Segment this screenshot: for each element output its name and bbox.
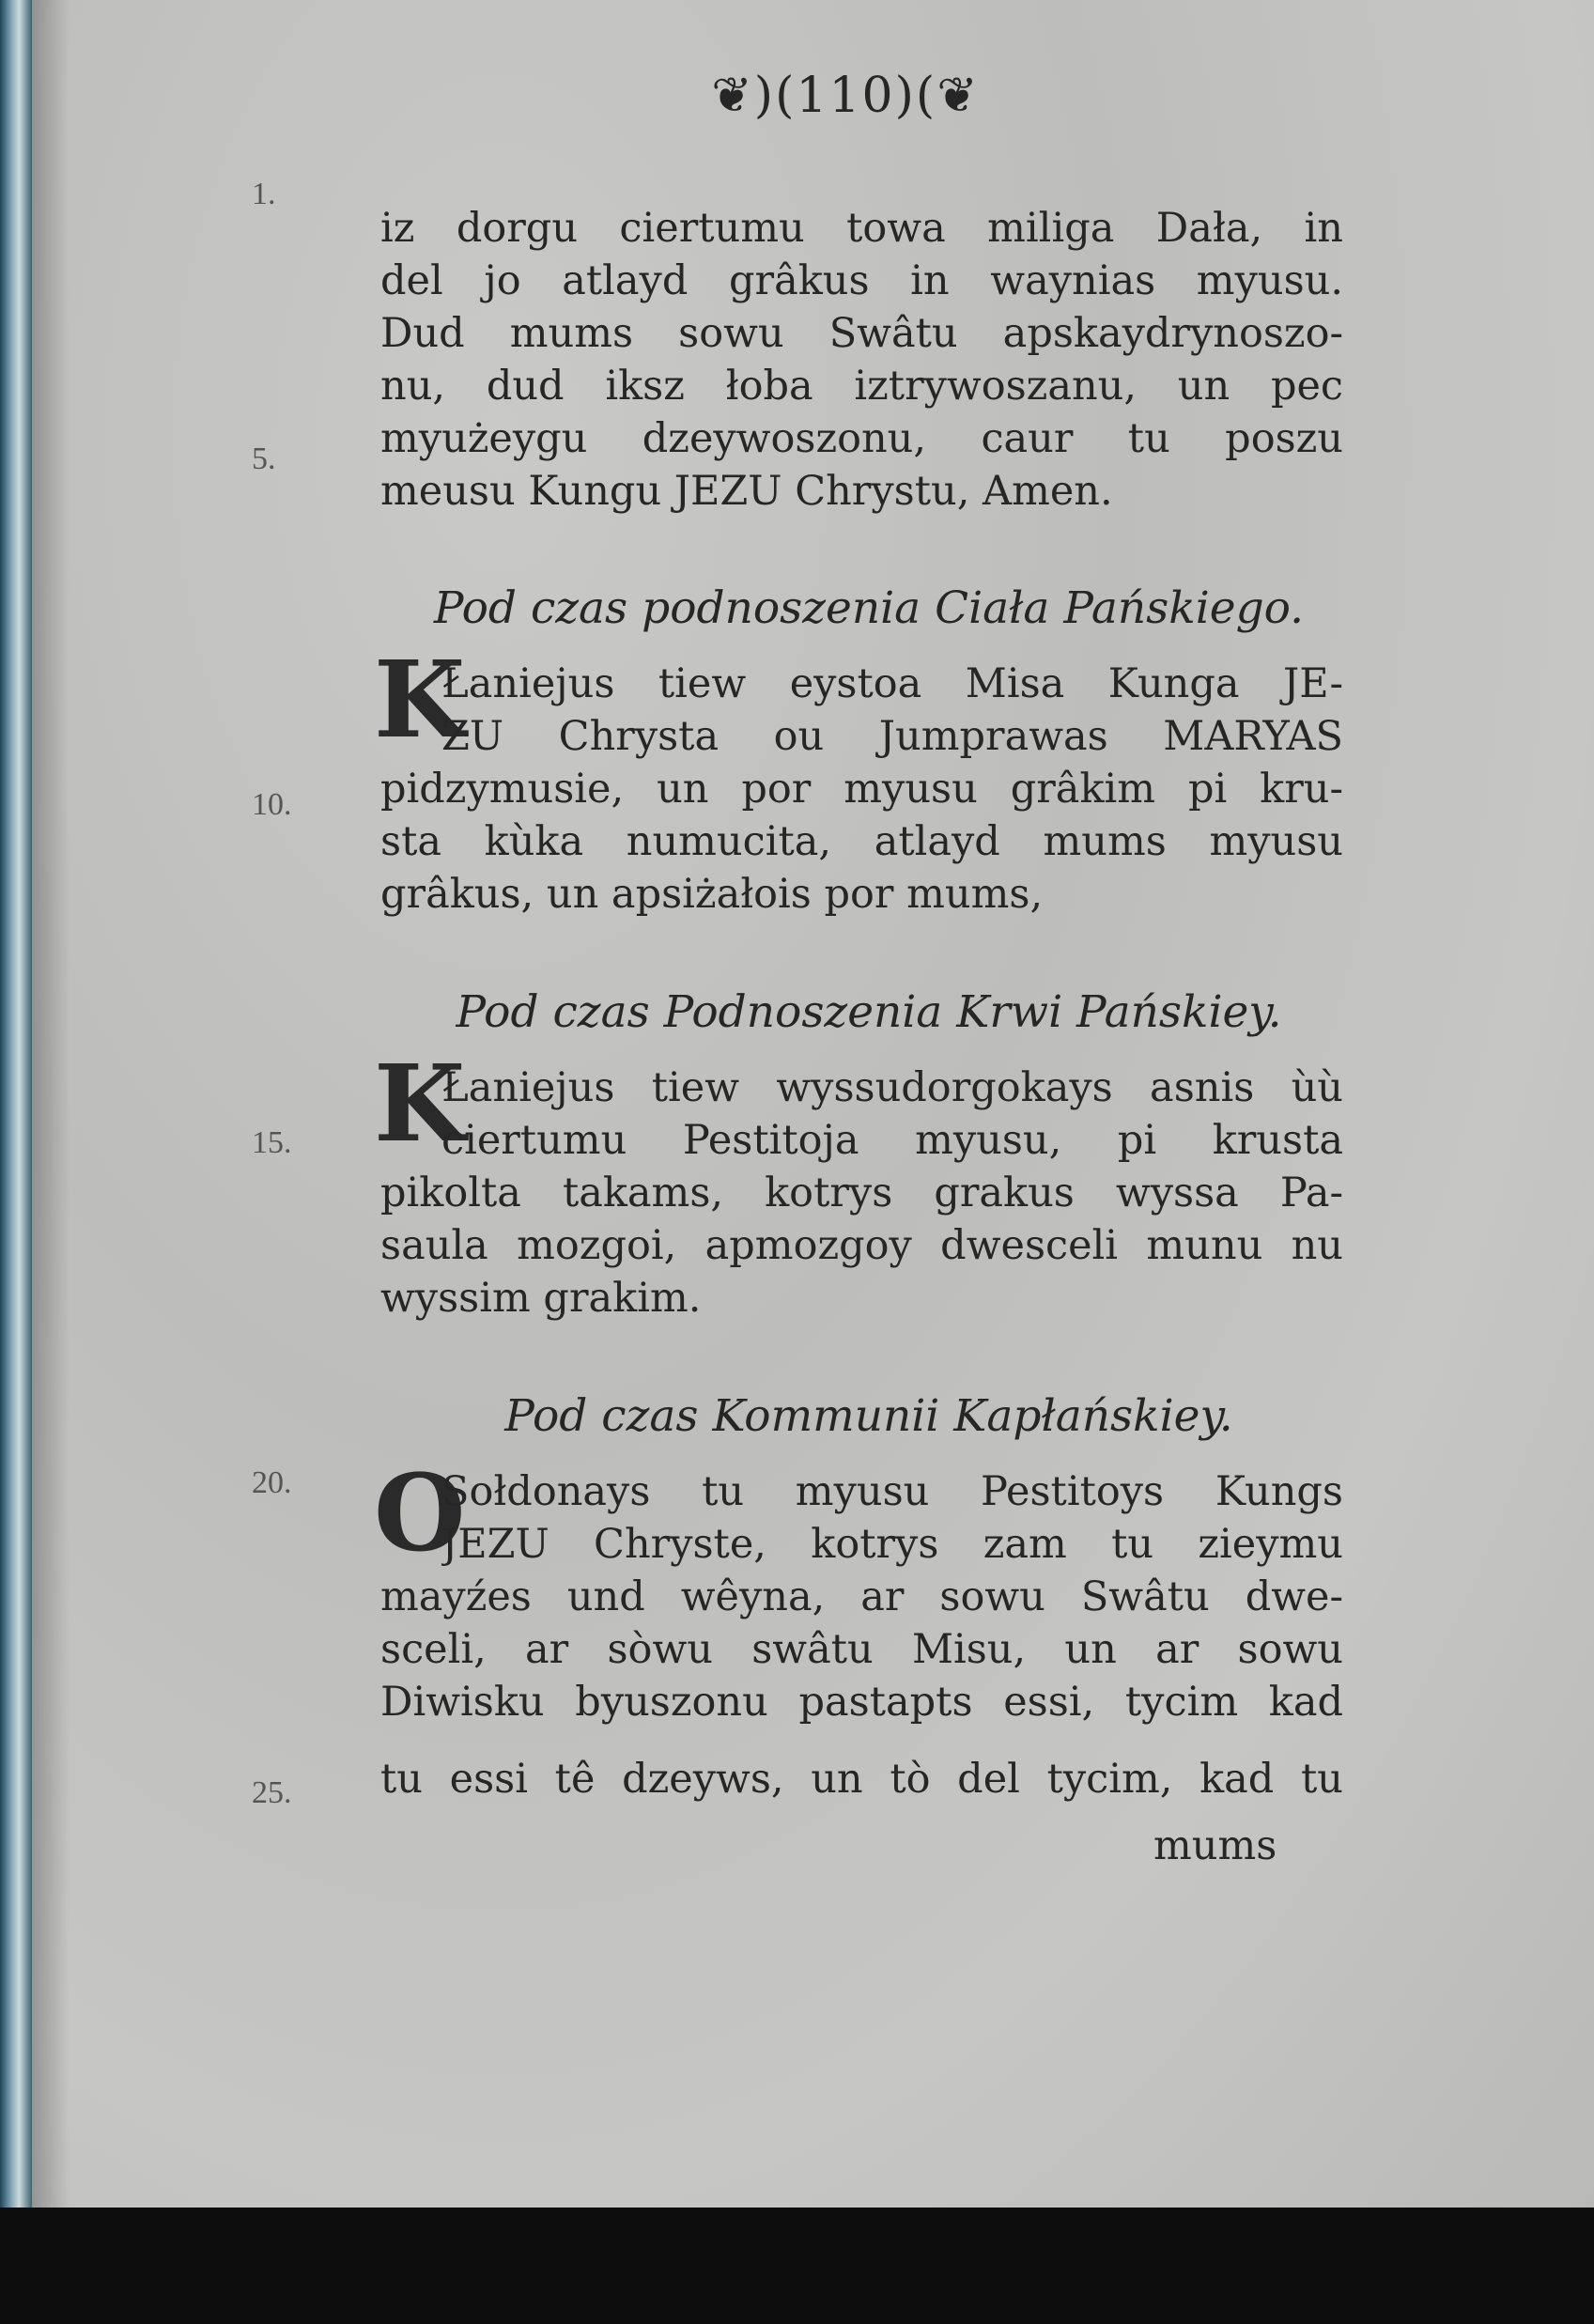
text-line: sceli, ar sòwu swâtu Misu, un ar sowu bbox=[380, 1626, 1343, 1673]
book-spine-edge bbox=[0, 0, 32, 2208]
drop-capital: K bbox=[374, 1043, 466, 1166]
text-line: iz dorgu ciertumu towa miliga Dała, in bbox=[380, 205, 1343, 252]
text-line: myużeygu dzeywoszonu, caur tu poszu bbox=[380, 415, 1343, 462]
section-heading: Pod czas podnoszenia Ciała Pańskiego. bbox=[433, 582, 1305, 634]
text-line: wyssim grakim. bbox=[380, 1275, 702, 1322]
text-line: tu essi tê dzeyws, un tò del tycim, kad tu bbox=[380, 1756, 1343, 1803]
text-line: del jo atlayd grâkus in waynias myusu. bbox=[380, 257, 1343, 304]
text-line: meusu Kungu JEZU Chrystu, Amen. bbox=[380, 468, 1113, 515]
text-line: Łaniejus tiew wyssudorgokays asnis ùù bbox=[441, 1064, 1343, 1111]
gutter-shadow bbox=[32, 0, 70, 2208]
text-line: ZU Chrysta ou Jumprawas MARYAS bbox=[441, 713, 1343, 760]
line-number: 20. bbox=[252, 1465, 292, 1500]
line-number: 1. bbox=[252, 177, 276, 211]
line-number: 15. bbox=[252, 1125, 292, 1160]
drop-capital: K bbox=[374, 639, 466, 762]
text-line: sta kùka numucita, atlayd mums myusu bbox=[380, 818, 1343, 865]
scan-bottom-band bbox=[0, 2208, 1594, 2324]
text-line: pidzymusie, un por myusu grâkim pi kru- bbox=[380, 766, 1343, 813]
text-line: Łaniejus tiew eystoa Misa Kunga JE- bbox=[441, 660, 1343, 707]
catchword: mums bbox=[1153, 1822, 1277, 1869]
line-number: 25. bbox=[252, 1775, 292, 1810]
running-head-page-number: ❦)(110)(❦ bbox=[711, 68, 980, 124]
text-line: Diwisku byuszonu pastapts essi, tycim kad bbox=[380, 1679, 1343, 1726]
text-line: grâkus, un apsiżałois por mums, bbox=[380, 871, 1044, 918]
line-number: 10. bbox=[252, 787, 292, 822]
text-line: JEZU Chryste, kotrys zam tu zieymu bbox=[441, 1521, 1343, 1568]
section-heading: Pod czas Podnoszenia Krwi Pańskiey. bbox=[456, 986, 1282, 1038]
line-number: 5. bbox=[252, 442, 276, 476]
text-line: nu, dud iksz łoba iztrywoszanu, un pec bbox=[380, 363, 1343, 410]
text-line: pikolta takams, kotrys grakus wyssa Pa- bbox=[380, 1170, 1343, 1216]
text-line: saula mozgoi, apmozgoy dwesceli munu nu bbox=[380, 1222, 1343, 1269]
drop-capital: O bbox=[374, 1452, 466, 1575]
text-line: mayźes und wêyna, ar sowu Swâtu dwe- bbox=[380, 1573, 1343, 1620]
section-heading: Pod czas Kommunii Kapłańskiey. bbox=[504, 1390, 1233, 1442]
text-line: ciertumu Pestitoja myusu, pi krusta bbox=[441, 1117, 1343, 1164]
text-line: Sołdonays tu myusu Pestitoys Kungs bbox=[441, 1468, 1343, 1515]
text-line: Dud mums sowu Swâtu apskaydrynoszo- bbox=[380, 310, 1343, 357]
